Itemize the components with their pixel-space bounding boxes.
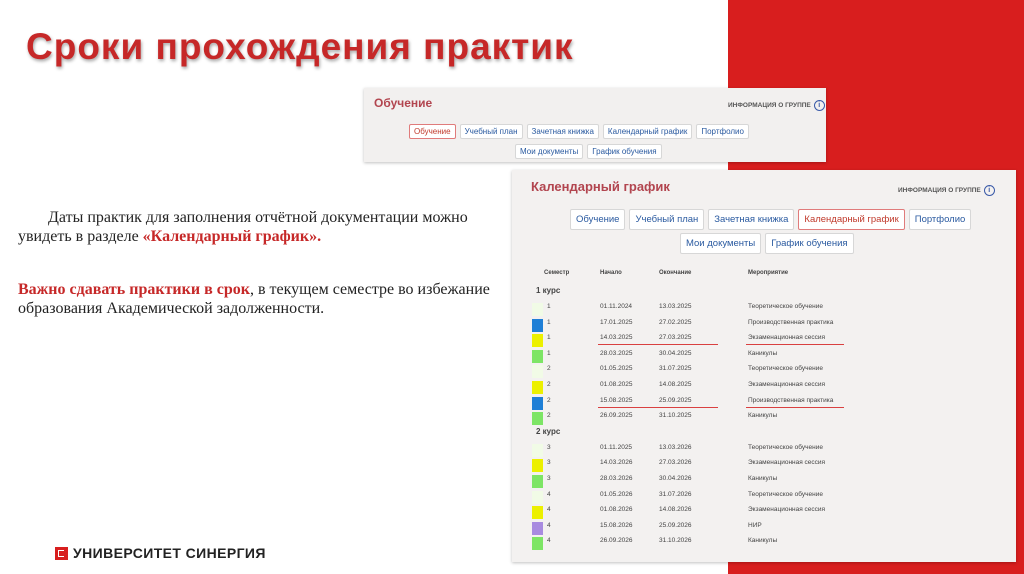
calendar-table-header bbox=[512, 270, 1016, 282]
deadline-accent: Важно сдавать практики в срок bbox=[18, 281, 250, 298]
cell-semester: 1 bbox=[547, 318, 551, 326]
table-row bbox=[512, 362, 1016, 377]
calendar-panel-title: Календарный график bbox=[531, 179, 670, 194]
cell-event: Теоретическое обучение bbox=[748, 365, 823, 373]
deadline-text: , в текущем семестре во избежание образования Академической задолженности. bbox=[18, 281, 490, 317]
group-info-label: ИНФОРМАЦИЯ О ГРУППЕ bbox=[728, 102, 811, 109]
cell-start: 17.01.2025 bbox=[600, 318, 633, 326]
cell-end: 27.03.2025 bbox=[659, 334, 692, 342]
event-color-swatch bbox=[532, 537, 543, 550]
highlight-underline bbox=[598, 344, 718, 345]
cell-event: Экзаменационная сессия bbox=[748, 459, 826, 467]
education-panel-title: Обучение bbox=[374, 96, 433, 110]
cell-semester: 3 bbox=[547, 443, 551, 451]
education-row1-tab-2[interactable]: Учебный план bbox=[460, 124, 523, 139]
calendar-panel-tabs-row1 bbox=[570, 209, 971, 230]
cell-event: Каникулы bbox=[748, 412, 778, 420]
cell-event: Экзаменационная сессия bbox=[748, 506, 826, 514]
calendar-row1-tab-3[interactable]: Зачетная книжка bbox=[708, 209, 794, 230]
event-color-swatch bbox=[532, 350, 543, 363]
cell-semester: 3 bbox=[547, 459, 551, 467]
table-row bbox=[512, 331, 1016, 346]
cell-end: 13.03.2026 bbox=[659, 443, 692, 451]
table-row bbox=[512, 409, 1016, 424]
highlight-underline bbox=[746, 407, 844, 408]
event-color-swatch bbox=[532, 491, 543, 504]
cell-semester: 2 bbox=[547, 381, 551, 388]
cell-semester: 4 bbox=[547, 490, 551, 498]
cell-start: 28.03.2025 bbox=[600, 349, 633, 357]
cell-semester: 1 bbox=[547, 349, 551, 357]
calendar-panel-screenshot bbox=[512, 170, 1016, 562]
education-row2-tab-2[interactable]: График обучения bbox=[587, 144, 661, 159]
calendar-group-info-link[interactable] bbox=[898, 185, 995, 196]
cell-end: 31.07.2025 bbox=[659, 365, 692, 373]
deadline-paragraph bbox=[18, 280, 498, 318]
table-row bbox=[512, 347, 1016, 362]
calendar-row1-tab-4[interactable]: Календарный график bbox=[798, 209, 904, 230]
cell-event: Производственная практика bbox=[748, 396, 834, 404]
cell-event: Каникулы bbox=[748, 475, 778, 482]
cell-end: 31.10.2025 bbox=[659, 412, 692, 420]
table-row bbox=[512, 519, 1016, 534]
cell-start: 01.05.2026 bbox=[600, 490, 633, 498]
header-start: Начало bbox=[600, 270, 622, 276]
cell-end: 25.09.2025 bbox=[659, 396, 692, 404]
cell-event: НИР bbox=[748, 521, 762, 529]
event-color-swatch bbox=[532, 365, 543, 378]
cell-end: 31.07.2026 bbox=[659, 490, 692, 498]
event-color-swatch bbox=[532, 412, 543, 425]
highlight-underline bbox=[598, 407, 718, 408]
cell-event: Экзаменационная сессия bbox=[748, 334, 826, 342]
cell-start: 14.03.2025 bbox=[600, 334, 633, 342]
education-row1-tab-5[interactable]: Портфолио bbox=[696, 124, 749, 139]
cell-start: 14.03.2026 bbox=[600, 459, 633, 467]
university-logo bbox=[55, 545, 266, 561]
cell-end: 27.02.2025 bbox=[659, 318, 692, 326]
event-color-swatch bbox=[532, 334, 543, 347]
table-row bbox=[512, 300, 1016, 315]
cell-semester: 4 bbox=[547, 506, 551, 514]
calendar-row1-tab-5[interactable]: Портфолио bbox=[909, 209, 972, 230]
cell-start: 01.05.2025 bbox=[600, 365, 633, 373]
info-circle-icon: i bbox=[814, 100, 825, 111]
cell-start: 15.08.2026 bbox=[600, 521, 633, 529]
cell-semester: 2 bbox=[547, 412, 551, 420]
cell-event: Теоретическое обучение bbox=[748, 490, 823, 498]
cell-event: Экзаменационная сессия bbox=[748, 381, 826, 388]
course-heading: 1 курс bbox=[536, 286, 561, 295]
calendar-group-info-label: ИНФОРМАЦИЯ О ГРУППЕ bbox=[898, 187, 981, 194]
table-row bbox=[512, 503, 1016, 518]
cell-event: Каникулы bbox=[748, 537, 778, 545]
cell-semester: 4 bbox=[547, 521, 551, 529]
cell-start: 01.08.2026 bbox=[600, 506, 633, 514]
cell-semester: 2 bbox=[547, 396, 551, 404]
cell-start: 28.03.2026 bbox=[600, 475, 633, 482]
event-color-swatch bbox=[532, 397, 543, 410]
education-row1-tab-1[interactable]: Обучение bbox=[409, 124, 456, 139]
education-row2-tab-1[interactable]: Мои документы bbox=[515, 144, 583, 159]
cell-end: 13.03.2025 bbox=[659, 303, 692, 310]
cell-event: Теоретическое обучение bbox=[748, 303, 823, 310]
event-color-swatch bbox=[532, 506, 543, 519]
cell-semester: 1 bbox=[547, 303, 551, 310]
education-row1-tab-4[interactable]: Календарный график bbox=[603, 124, 692, 139]
intro-accent: «Календарный график». bbox=[142, 228, 322, 245]
cell-start: 01.08.2025 bbox=[600, 381, 633, 388]
table-row bbox=[512, 394, 1016, 409]
table-row bbox=[512, 488, 1016, 503]
intro-paragraph bbox=[18, 208, 498, 246]
group-info-link[interactable] bbox=[728, 100, 825, 111]
header-event: Мероприятие bbox=[748, 270, 789, 276]
cell-event: Производственная практика bbox=[748, 318, 834, 326]
event-color-swatch bbox=[532, 319, 543, 332]
event-color-swatch bbox=[532, 475, 543, 488]
highlight-underline bbox=[746, 344, 844, 345]
cell-semester: 4 bbox=[547, 537, 551, 545]
calendar-row2-tab-2[interactable]: График обучения bbox=[765, 233, 853, 254]
event-color-swatch bbox=[532, 381, 543, 394]
calendar-row1-tab-2[interactable]: Учебный план bbox=[629, 209, 704, 230]
table-row bbox=[512, 456, 1016, 471]
cell-end: 31.10.2026 bbox=[659, 537, 692, 545]
table-row bbox=[512, 378, 1016, 393]
cell-end: 30.04.2025 bbox=[659, 349, 692, 357]
intro-text: Даты практик для заполнения отчётной документации можно увидеть в разделе bbox=[18, 209, 468, 245]
header-semester: Семестр bbox=[544, 270, 570, 276]
cell-start: 26.09.2026 bbox=[600, 537, 633, 545]
event-color-swatch bbox=[532, 522, 543, 535]
table-row bbox=[512, 441, 1016, 456]
education-panel-tabs-row2 bbox=[515, 144, 662, 159]
education-panel-tabs-row1 bbox=[409, 124, 749, 139]
table-row bbox=[512, 316, 1016, 331]
event-color-swatch bbox=[532, 444, 543, 457]
info-circle-icon: i bbox=[984, 185, 995, 196]
slide-title: Сроки прохождения практик bbox=[26, 26, 574, 67]
cell-end: 25.09.2026 bbox=[659, 521, 692, 529]
cell-end: 14.08.2026 bbox=[659, 506, 692, 514]
calendar-panel-tabs-row2 bbox=[680, 233, 854, 254]
header-end: Окончание bbox=[659, 270, 692, 276]
cell-semester: 1 bbox=[547, 334, 551, 342]
course-heading: 2 курс bbox=[536, 426, 561, 436]
cell-event: Каникулы bbox=[748, 349, 778, 357]
cell-end: 14.08.2025 bbox=[659, 381, 692, 388]
calendar-row1-tab-1[interactable]: Обучение bbox=[570, 209, 625, 230]
event-color-swatch bbox=[532, 459, 543, 472]
synergy-logo-icon bbox=[55, 547, 68, 560]
event-color-swatch bbox=[532, 303, 543, 316]
cell-semester: 3 bbox=[547, 475, 551, 482]
cell-semester: 2 bbox=[547, 365, 551, 373]
cell-start: 01.11.2025 bbox=[600, 443, 633, 451]
cell-end: 30.04.2026 bbox=[659, 475, 692, 482]
cell-start: 01.11.2024 bbox=[600, 303, 633, 310]
education-row1-tab-3[interactable]: Зачетная книжка bbox=[527, 124, 599, 139]
cell-event: Теоретическое обучение bbox=[748, 443, 823, 451]
education-panel-screenshot bbox=[364, 88, 826, 162]
logo-text: УНИВЕРСИТЕТ СИНЕРГИЯ bbox=[73, 545, 266, 561]
cell-start: 15.08.2025 bbox=[600, 396, 633, 404]
cell-end: 27.03.2026 bbox=[659, 459, 692, 467]
cell-start: 26.09.2025 bbox=[600, 412, 633, 420]
table-row bbox=[512, 472, 1016, 487]
table-row bbox=[512, 534, 1016, 549]
calendar-row2-tab-1[interactable]: Мои документы bbox=[680, 233, 761, 254]
